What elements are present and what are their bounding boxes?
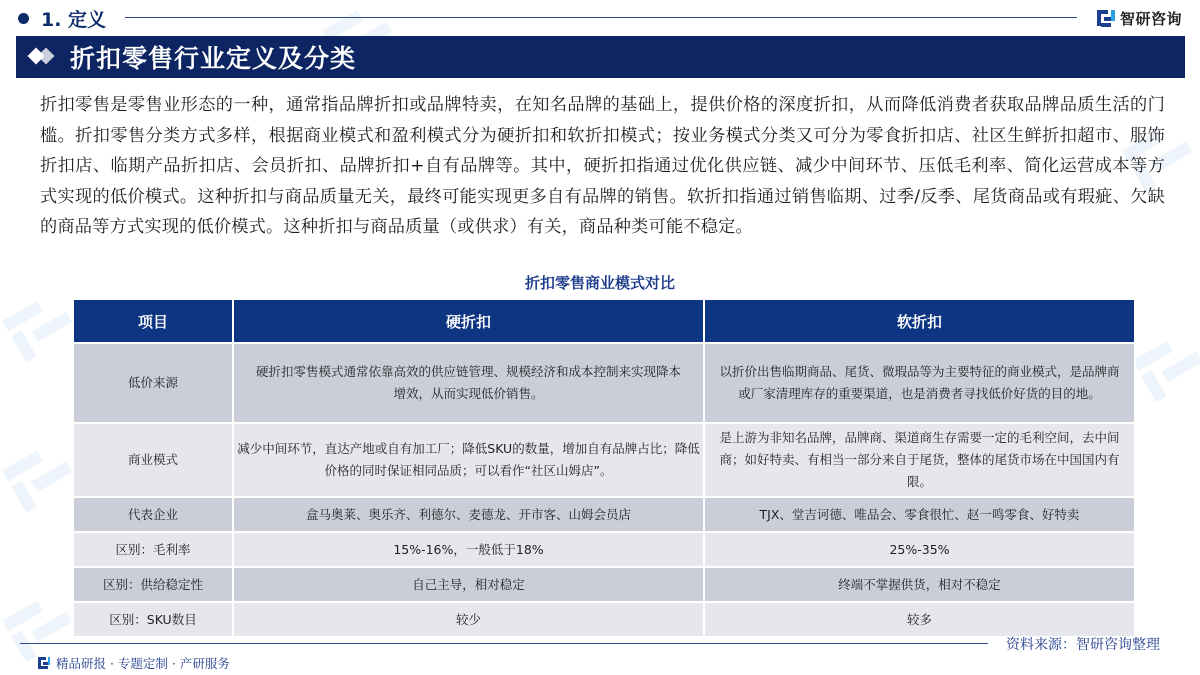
cell-hard: 减少中间环节，直达产地或自有加工厂；降低SKU的数量，增加自有品牌占比；降低价格的同时保证相同品质；可以看作“社区山姆店”。 — [233, 423, 704, 497]
watermark-logo-icon — [1127, 317, 1200, 413]
source-note: 资料来源：智研咨询整理 — [1006, 637, 1160, 653]
brand-logo — [1097, 6, 1182, 30]
comparison-table — [72, 300, 1136, 638]
footer-tagline: 精品研报 · 专题定制 · 产研服务 — [56, 656, 230, 671]
footer — [38, 654, 230, 672]
brand-name: 智研咨询 — [1119, 9, 1182, 28]
zhiyan-logo-icon — [1097, 9, 1115, 27]
cell-item: 区别：SKU数目 — [73, 602, 233, 637]
table-row — [73, 602, 1135, 637]
cell-soft: TJX、堂吉诃德、唯品会、零食很忙、赵一鸣零食、好特卖 — [704, 497, 1135, 532]
section-header — [18, 6, 106, 30]
table-row — [73, 532, 1135, 567]
source-divider — [20, 643, 988, 644]
cell-item: 区别：毛利率 — [73, 532, 233, 567]
cell-item: 低价来源 — [73, 343, 233, 423]
cell-soft: 终端不掌握供货，相对不稳定 — [704, 567, 1135, 602]
cell-item: 商业模式 — [73, 423, 233, 497]
header-item: 项目 — [73, 300, 233, 343]
section-title: 1. 定义 — [41, 8, 107, 31]
header-soft-discount: 软折扣 — [704, 300, 1135, 343]
section-divider — [125, 17, 1077, 18]
cell-hard: 硬折扣零售模式通常依靠高效的供应链管理、规模经济和成本控制来实现降本增效，从而实现低价销售。 — [233, 343, 704, 423]
cell-hard: 自己主导，相对稳定 — [233, 567, 704, 602]
table-header-row — [73, 300, 1135, 343]
cell-soft: 以折价出售临期商品、尾货、微瑕品等为主要特征的商业模式，是品牌商或厂家清理库存的重要渠道，也是消费者寻找低价好货的目的地。 — [704, 343, 1135, 423]
double-diamond-icon — [28, 47, 62, 67]
bullet-dot-icon — [18, 13, 29, 24]
table-caption: 折扣零售商业模式对比 — [524, 274, 675, 292]
page-title: 折扣零售行业定义及分类 — [70, 44, 357, 73]
zhiyan-logo-icon — [38, 657, 50, 669]
cell-item: 代表企业 — [73, 497, 233, 532]
cell-soft: 是上游为非知名品牌，品牌商、渠道商生存需要一定的毛利空间，去中间商；如好特卖、有相当一部分来自于尾货，整体的尾货市场在中国国内有限。 — [704, 423, 1135, 497]
cell-hard: 较少 — [233, 602, 704, 637]
definition-paragraph: 折扣零售是零售业形态的一种，通常指品牌折扣或品牌特卖，在知名品牌的基础上，提供价格的深度折扣，从而降低消费者获取品牌品质生活的门槛。折扣零售分类方式多样，根据商业模式和盈利模式分为硬折扣和软折扣模式；按业务模式分类又可分为零食折扣店、社区生鲜折扣超市、服饰折扣店、临期产品折扣店、会员折扣、品牌折扣+自有品牌等。其中，硬折扣指通过优化供应链、减少中间环节、压低毛利率、简化运营成本等方式实现的低价模式。这种折扣与商品质量无关，最终可能实现更多自有品牌的销售。软折扣指通过销售临期、过季/反季、尾货商品或有瑕疵、欠缺的商品等方式实现的低价模式。这种折扣与商品质量（或供求）有关，商品种类可能不稳定。 — [40, 95, 1165, 237]
cell-item: 区别：供给稳定性 — [73, 567, 233, 602]
table-row — [73, 497, 1135, 532]
cell-hard: 盒马奥莱、奥乐齐、利德尔、麦德龙、开市客、山姆会员店 — [233, 497, 704, 532]
table-row — [73, 343, 1135, 423]
cell-hard: 15%-16%，一般低于18% — [233, 532, 704, 567]
table-row — [73, 567, 1135, 602]
cell-soft: 25%-35% — [704, 532, 1135, 567]
title-banner — [16, 36, 1185, 78]
table-row — [73, 423, 1135, 497]
header-hard-discount: 硬折扣 — [233, 300, 704, 343]
cell-soft: 较多 — [704, 602, 1135, 637]
